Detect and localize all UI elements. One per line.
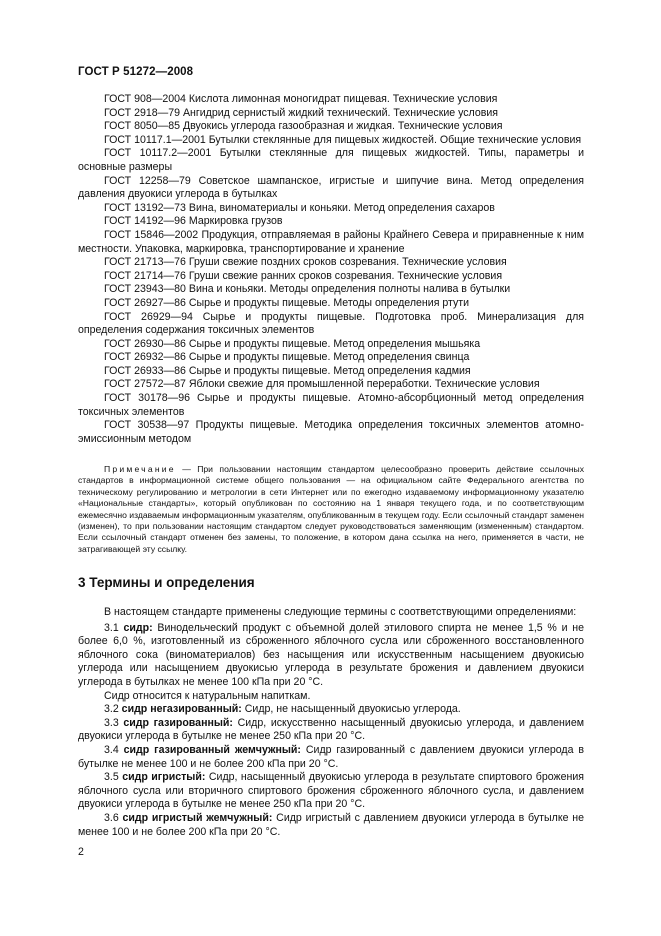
reference-item: ГОСТ 26929—94 Сырье и продукты пищевые. Подготовка проб. Минерализация для определения содержания токсичных элементов [78, 310, 584, 337]
terms-section [78, 606, 584, 839]
references-note [78, 464, 584, 555]
reference-item: ГОСТ 26927—86 Сырье и продукты пищевые. Методы определения ртути [104, 296, 470, 309]
reference-item: ГОСТ 26930—86 Сырье и продукты пищевые. Метод определения мышьяка [104, 337, 481, 350]
reference-item: ГОСТ 8050—85 Двуокись углерода газообразная и жидкая. Технические условия [104, 120, 503, 133]
term-text: Сидр газированный с давлением двуокиси углерода в бутылке не менее 100 и не более 200 кПа при 20 °С. [78, 743, 585, 770]
term-definition [78, 703, 584, 717]
reference-item: ГОСТ 908—2004 Кислота лимонная моногидрат пищевая. Технические условия [104, 93, 498, 105]
term-number: 3.1 [104, 621, 124, 634]
term-text: Сидр игристый с давлением двуокиси углерода в бутылке не менее 100 и не более 200 кПа при 20 °С. [78, 811, 585, 838]
reference-item: ГОСТ 23943—80 Вина и коньяки. Методы определения полноты налива в бутылки [104, 283, 511, 296]
term-name: сидр газированный: [123, 716, 233, 729]
reference-item: ГОСТ 10117.1—2001 Бутылки стеклянные для пищевых жидкостей. Общие технические условия [104, 133, 582, 146]
term-text: Сидр, искусственно насыщенный двуокисью углерода, и давлением двуокиси углерода в бутылке не менее 250 кПа при 20 °С. [78, 716, 584, 743]
reference-item: ГОСТ 30178—96 Сырье и продукты пищевые. Атомно-абсорбционный метод определения токсичных элементов [78, 392, 584, 418]
reference-item: ГОСТ 13192—73 Вина, виноматериалы и коньяки. Метод определения сахаров [104, 201, 495, 214]
reference-item: ГОСТ 30538—97 Продукты пищевые. Методика определения токсичных элементов атомно-эмиссионным методом [78, 419, 584, 445]
term-name: сидр игристый: [122, 771, 206, 784]
reference-item: ГОСТ 21713—76 Груши свежие поздних сроков созревания. Технические условия [104, 256, 507, 269]
terms-intro: В настоящем стандарте применены следующие термины с соответствующими определениями: [104, 606, 577, 618]
reference-item: ГОСТ 12258—79 Советское шампанское, игристые и шипучие вина. Метод определения давления двуокиси углерода в бутылках [78, 174, 584, 201]
term-name: сидр: [123, 621, 153, 634]
term-definition [78, 812, 584, 839]
term-definition [78, 717, 584, 744]
section-title: 3 Термины и определения [78, 575, 255, 590]
term-number: 3.5 [104, 771, 123, 784]
term-number: 3.2 [104, 703, 122, 716]
term-definition [78, 771, 584, 812]
term-remark: Сидр относится к натуральным напиткам. [104, 689, 311, 702]
reference-item: ГОСТ 14192—96 Маркировка грузов [104, 215, 283, 228]
term-number: 3.6 [104, 811, 123, 824]
reference-item: ГОСТ 26932—86 Сырье и продукты пищевые. Метод определения свинца [104, 351, 470, 364]
term-name: сидр игристый жемчужный: [122, 811, 273, 824]
reference-item: ГОСТ 26933—86 Сырье и продукты пищевые. Метод определения кадмия [104, 364, 471, 377]
term-number: 3.3 [104, 716, 124, 729]
term-text: Сидр, не насыщенный двуокисью углерода. [241, 703, 461, 716]
reference-item: ГОСТ 27572—87 Яблоки свежие для промышленной переработки. Технические условия [104, 378, 540, 391]
term-text: Винодельческий продукт с объемной долей этилового спирта не менее 1,5 % и не более 6,0 %, изготовленный из сброженного яблочного сусла или сброженного восстановленного яблочного сока (виноматериалов) без насыщения или искусственным насыщением двуокисью углерода или насыщением двуокисью углерода в результате брожения и давлением двуокиси углерода в бутылках не менее 100 кПа при 20 °С. [78, 621, 585, 688]
note-label: Примечание [104, 464, 176, 474]
reference-item: ГОСТ 15846—2002 Продукция, отправляемая в районы Крайнего Севера и приравненные к ним местности. Упаковка, маркировка, транспортирование и хранение [78, 228, 584, 255]
term-name: сидр газированный жемчужный: [123, 743, 301, 756]
reference-item: ГОСТ 21714—76 Груши свежие ранних сроков созревания. Технические условия [104, 269, 503, 282]
term-number: 3.4 [104, 743, 124, 756]
note-text: — При пользовании настоящим стандартом целесообразно проверить действие ссылочных стандартов в информационной системе общего пользования — на официальном сайте Федерального агентства по техническому регулированию и метрологии в сети Интернет или по ежегодно издаваемому информационному указателю «Национальные стандарты», который опубликован по состоянию на 1 января текущего года, и по соответствующим ежемесячно издаваемым информационным указателям, опубликованным в текущем году. Если ссылочный стандарт заменен (изменен), то при пользовании настоящим стандартом следует руководствоваться заменяющим (измененным) стандартом. Если ссылочный стандарт отменен без замены, то положение, в котором дана ссылка на него, применяется в части, не затрагивающей эту ссылку. [78, 464, 584, 554]
term-text: Сидр, насыщенный двуокисью углерода в результате спиртового брожения яблочного сусла или вторичного спиртового брожения сброженного яблочного сусла, и давлением двуокиси углерода в бутылке не менее 250 кПа при 20 °С. [78, 771, 585, 811]
term-definition [78, 744, 584, 771]
term-definition [78, 622, 584, 690]
reference-item: ГОСТ 10117.2—2001 Бутылки стеклянные для пищевых жидкостей. Типы, параметры и основные размеры [78, 147, 584, 173]
reference-item: ГОСТ 2918—79 Ангидрид сернистый жидкий технический. Технические условия [104, 106, 499, 119]
normative-references-list [78, 93, 584, 446]
page-number: 2 [78, 846, 84, 858]
term-name: сидр негазированный: [121, 703, 242, 716]
document-header: ГОСТ Р 51272—2008 [78, 66, 194, 78]
